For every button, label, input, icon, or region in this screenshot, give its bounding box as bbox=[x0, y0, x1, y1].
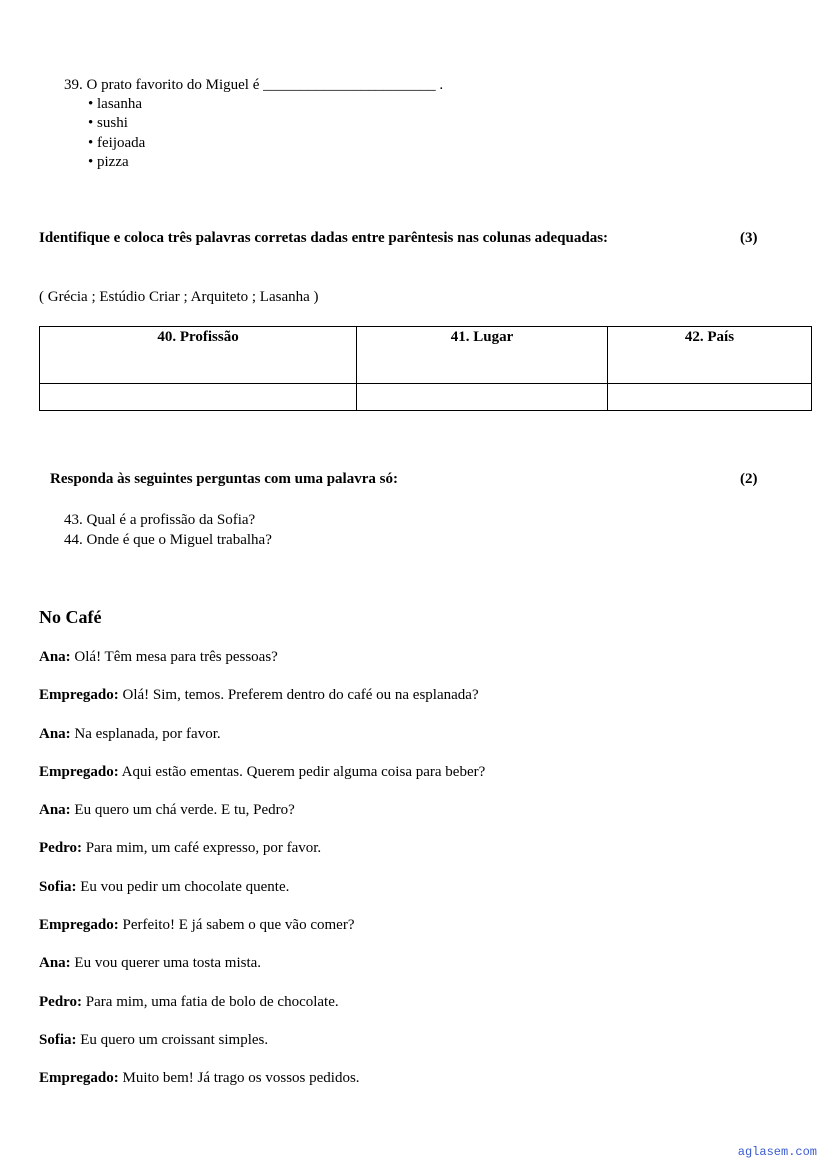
dialogue-title: No Café bbox=[39, 607, 102, 627]
line-text: Muito bem! Já trago os vossos pedidos. bbox=[118, 1070, 360, 1087]
option-item: • lasanha bbox=[88, 95, 443, 114]
question-39-options bbox=[88, 95, 443, 173]
speaker: Pedro: bbox=[39, 993, 83, 1010]
question-39 bbox=[64, 76, 443, 173]
section-2-questions bbox=[64, 511, 272, 550]
dialogue-line bbox=[39, 916, 485, 954]
speaker: Ana: bbox=[39, 802, 71, 819]
speaker: Empregado: bbox=[39, 687, 119, 704]
dialogue-line bbox=[39, 763, 485, 801]
question-43: 43. Qual é a profissão da Sofia? bbox=[64, 512, 256, 528]
dialogue-line bbox=[39, 1031, 485, 1069]
speaker: Ana: bbox=[39, 955, 71, 972]
dialogue-line bbox=[39, 648, 485, 686]
column-header-place: 41. Lugar bbox=[357, 327, 608, 384]
column-header-profession: 40. Profissão bbox=[40, 327, 357, 384]
line-text: Para mim, um café expresso, por favor. bbox=[82, 840, 322, 857]
watermark-link[interactable]: aglasem.com bbox=[737, 1145, 817, 1159]
line-text: Olá! Sim, temos. Preferem dentro do café ou na esplanada? bbox=[118, 687, 479, 704]
speaker: Pedro: bbox=[39, 840, 83, 857]
option-item: • feijoada bbox=[88, 134, 443, 153]
dialogue-line bbox=[39, 878, 485, 916]
section-1-instruction: Identifique e coloca três palavras corretas dadas entre parêntesis nas colunas adequadas: bbox=[39, 230, 609, 246]
question-39-text: 39. O prato favorito do Miguel é _______________________ . bbox=[64, 77, 444, 93]
option-item: • pizza bbox=[88, 153, 443, 172]
line-text: Eu vou pedir um chocolate quente. bbox=[76, 878, 290, 895]
dialogue-line bbox=[39, 839, 485, 877]
classification-table bbox=[39, 326, 812, 411]
section-2-instruction: Responda às seguintes perguntas com uma palavra só: bbox=[50, 471, 398, 487]
answer-row bbox=[40, 384, 812, 411]
line-text: Eu quero um croissant simples. bbox=[76, 1031, 269, 1048]
dialogue-line bbox=[39, 801, 485, 839]
speaker: Sofia: bbox=[39, 1031, 77, 1048]
speaker: Sofia: bbox=[39, 878, 77, 895]
answer-cell-place[interactable] bbox=[357, 384, 608, 411]
speaker: Empregado: bbox=[39, 917, 119, 934]
option-item: • sushi bbox=[88, 114, 443, 133]
line-text: Aqui estão ementas. Querem pedir alguma coisa para beber? bbox=[118, 763, 486, 780]
answer-cell-profession[interactable] bbox=[40, 384, 357, 411]
speaker: Ana: bbox=[39, 649, 71, 665]
speaker: Empregado: bbox=[39, 763, 119, 780]
line-text: Para mim, uma fatia de bolo de chocolate. bbox=[82, 993, 339, 1010]
table-header-row bbox=[40, 327, 812, 384]
speaker: Ana: bbox=[39, 725, 71, 742]
dialogue-line bbox=[39, 686, 485, 724]
line-text: Na esplanada, por favor. bbox=[70, 725, 221, 742]
dialogue-line bbox=[39, 993, 485, 1031]
line-text: Perfeito! E já sabem o que vão comer? bbox=[118, 917, 355, 934]
line-text: Eu quero um chá verde. E tu, Pedro? bbox=[70, 802, 295, 819]
speaker: Empregado: bbox=[39, 1070, 119, 1087]
column-header-country: 42. País bbox=[607, 327, 811, 384]
section-2-points: (2) bbox=[740, 471, 758, 487]
answer-cell-country[interactable] bbox=[607, 384, 811, 411]
question-44: 44. Onde é que o Miguel trabalha? bbox=[64, 531, 272, 548]
section-1-points: (3) bbox=[740, 230, 758, 246]
line-text: Eu vou querer uma tosta mista. bbox=[70, 955, 262, 972]
dialogue-line bbox=[39, 725, 485, 763]
dialogue-line bbox=[39, 954, 485, 992]
dialogue-line bbox=[39, 1069, 485, 1107]
dialogue bbox=[39, 648, 485, 1108]
line-text: Olá! Têm mesa para três pessoas? bbox=[70, 649, 278, 665]
word-list: ( Grécia ; Estúdio Criar ; Arquiteto ; Lasanha ) bbox=[39, 289, 319, 305]
